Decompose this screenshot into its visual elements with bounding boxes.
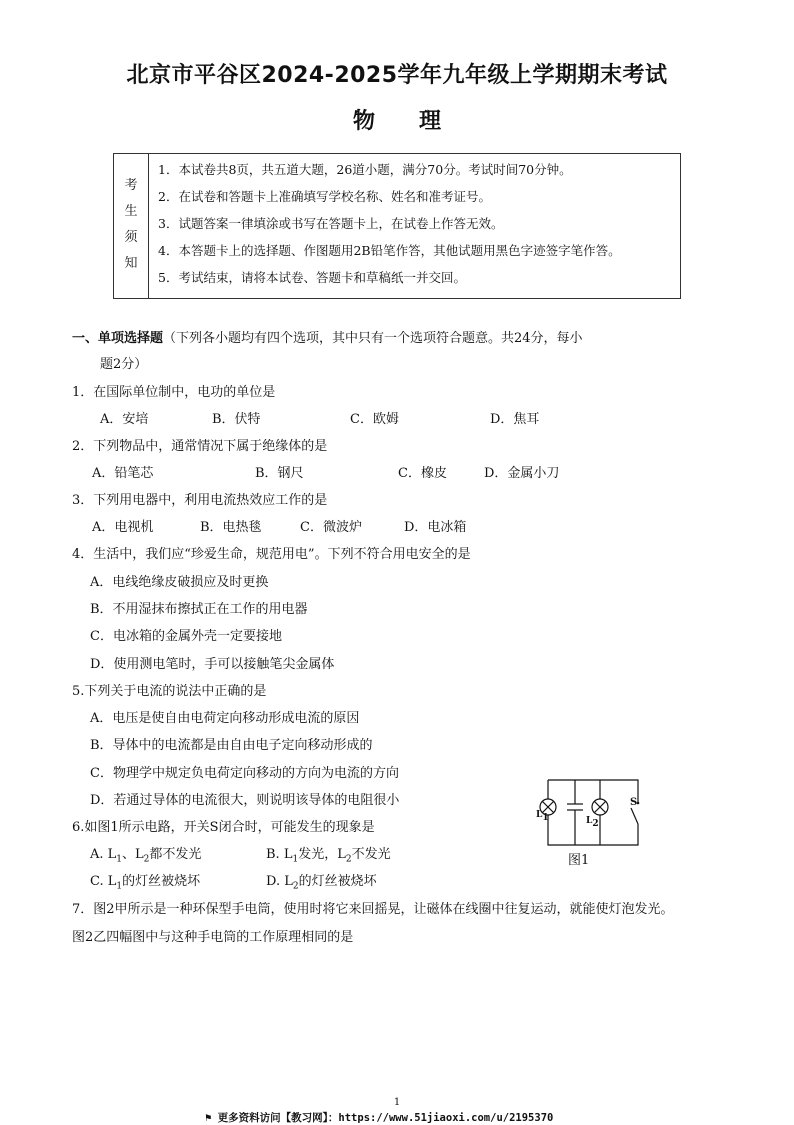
- l2-text: L: [586, 816, 593, 826]
- notice-label: [114, 154, 149, 298]
- notice-label-char: 考: [124, 178, 138, 193]
- q6b-text: B. L: [266, 847, 293, 862]
- section-desc-cont: 题2分）: [100, 357, 148, 372]
- section-desc: （下列各小题均有四个选项，其中只有一个选项符合题意。共24分，每小: [163, 331, 583, 346]
- q6a-text: A. L: [90, 847, 117, 862]
- q3-option-a: A．电视机: [92, 520, 154, 535]
- notice-item: 3．试题答案一律填涂或书写在答题卡上，在试卷上作答无效。: [158, 216, 504, 231]
- footer-link-text: 更多资料访问【教习网】：https://www.51jiaoxi.com/u/2195370: [217, 1112, 554, 1124]
- q5-option-b: B．导体中的电流都是由自由电子定向移动形成的: [90, 738, 373, 753]
- q3-option-b: B．电热毯: [200, 520, 262, 535]
- q6c-text: C. L: [90, 874, 117, 889]
- q6b-mid: 发光，L: [298, 847, 346, 862]
- q6a-mid: 、L: [122, 847, 144, 862]
- question-7-line2: 图2乙四幅图中与这种手电筒的工作原理相同的是: [72, 930, 354, 945]
- q6-option-d: [266, 870, 377, 892]
- q1-option-c: C．欧姆: [350, 412, 399, 427]
- question-1-stem: 1．在国际单位制中，电功的单位是: [72, 385, 276, 400]
- q6c-sub: 1: [116, 881, 123, 892]
- q1-option-d: D．焦耳: [490, 412, 540, 427]
- q6a-post: 都不发光: [149, 847, 202, 862]
- q6d-sub: 2: [292, 881, 299, 892]
- question-6-stem: 6.如图1所示电路，开关S闭合时，可能发生的现象是: [72, 820, 375, 835]
- notice-item: 2．在试卷和答题卡上准确填写学校名称、姓名和准考证号。: [158, 189, 491, 204]
- q6b-sub1: 1: [292, 854, 299, 865]
- question-5-stem: 5.下列关于电流的说法中正确的是: [72, 684, 267, 699]
- q2-option-c: C．橡皮: [398, 466, 447, 481]
- question-7-line1: 7．图2甲所示是一种环保型手电筒，使用时将它来回摇晃，让磁体在线圈中往复运动，就能使灯泡发光。: [72, 902, 674, 917]
- notice-label-char: 须: [124, 230, 138, 245]
- label-l2: [586, 816, 599, 829]
- section-heading: [72, 327, 583, 346]
- exam-notice-box: [113, 153, 681, 299]
- page-title: 北京市平谷区2024-2025学年九年级上学期期末考试: [126, 63, 668, 88]
- q2-option-d: D．金属小刀: [484, 466, 560, 481]
- notice-item: 5．考试结束，请将本试卷、答题卡和草稿纸一并交回。: [158, 270, 466, 285]
- l2-sub: 2: [592, 818, 599, 829]
- q4-option-d: D．使用测电笔时，手可以接触笔尖金属体: [90, 657, 335, 672]
- q3-option-d: D．电冰箱: [404, 520, 467, 535]
- q5-option-c: C．物理学中规定负电荷定向移动的方向为电流的方向: [90, 766, 399, 781]
- circuit-wire: [548, 780, 638, 845]
- subject-title: 物理: [352, 109, 485, 134]
- q2-option-a: A．铅笔芯: [92, 466, 154, 481]
- q6c-post: 的灯丝被烧坏: [122, 874, 201, 889]
- question-3-stem: 3．下列用电器中，利用电流热效应工作的是: [72, 493, 328, 508]
- q5-option-d: D．若通过导体的电流很大，则说明该导体的电阻很小: [90, 793, 400, 808]
- lamp-l2-icon: [592, 799, 608, 815]
- flag-icon: ⚑: [205, 1112, 218, 1124]
- q6-option-c: [90, 870, 200, 892]
- q1-option-b: B．伏特: [212, 412, 261, 427]
- footer-link[interactable]: [205, 1110, 553, 1125]
- q5-option-a: A．电压是使自由电荷定向移动形成电流的原因: [90, 711, 360, 726]
- notice-label-char: 知: [124, 256, 138, 271]
- q3-option-c: C．微波炉: [300, 520, 362, 535]
- q6a-sub2: 2: [143, 854, 150, 865]
- section-title: 一、单项选择题: [72, 331, 164, 346]
- q6b-sub2: 2: [345, 854, 352, 865]
- l1-sub: 1: [542, 812, 549, 823]
- q6-option-a: [90, 843, 201, 865]
- q2-option-b: B．钢尺: [255, 466, 304, 481]
- notice-label-char: 生: [124, 204, 138, 219]
- notice-item: 4．本答题卡上的选择题、作图题用2B铅笔作答，其他试题用黑色字迹签字笔作答。: [158, 243, 621, 258]
- q6a-sub1: 1: [116, 854, 123, 865]
- question-4-stem: 4．生活中，我们应“珍爱生命，规范用电”。下列不符合用电安全的是: [72, 547, 471, 562]
- label-s: S: [630, 797, 638, 808]
- q6-option-b: [266, 843, 391, 865]
- l1-text: L: [536, 810, 543, 820]
- q6d-post: 的灯丝被烧坏: [298, 874, 377, 889]
- q6b-post: 不发光: [351, 847, 391, 862]
- q4-option-a: A．电线绝缘皮破损应及时更换: [90, 575, 269, 590]
- figure-1-caption: 图1: [568, 853, 590, 868]
- q4-option-c: C．电冰箱的金属外壳一定要接地: [90, 629, 282, 644]
- page-number: 1: [393, 1097, 401, 1108]
- q4-option-b: B．不用湿抹布擦拭正在工作的用电器: [90, 602, 308, 617]
- label-l1: [536, 810, 549, 823]
- notice-item: 1．本试卷共8页，共五道大题，26道小题，满分70分。考试时间70分钟。: [158, 162, 572, 177]
- figure-1-circuit: [538, 770, 648, 869]
- q6d-text: D. L: [266, 874, 293, 889]
- question-2-stem: 2．下列物品中，通常情况下属于绝缘体的是: [72, 439, 328, 454]
- q1-option-a: A．安培: [100, 412, 149, 427]
